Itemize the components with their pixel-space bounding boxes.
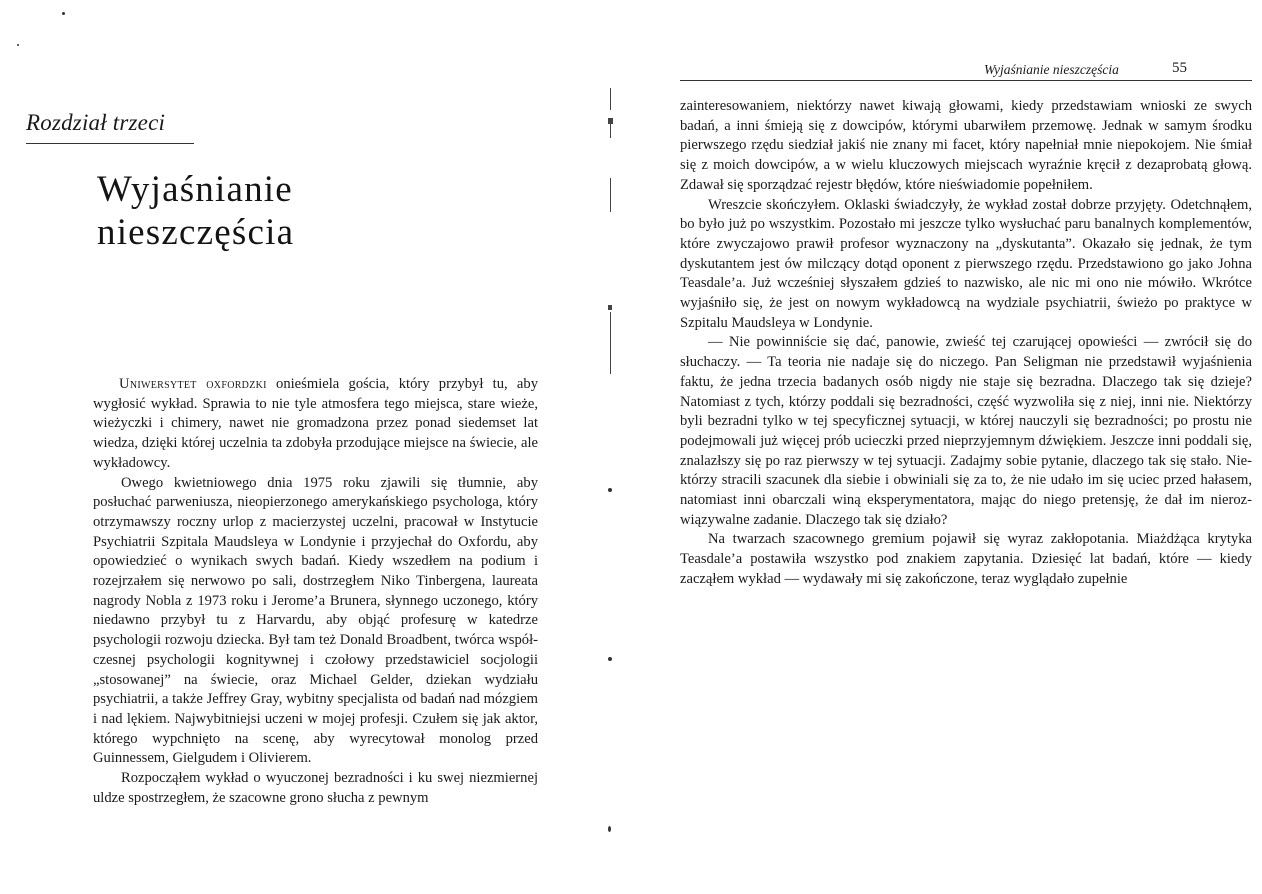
gutter-dot (608, 657, 612, 661)
paragraph: Owego kwietniowego dnia 1975 roku zjawili się tłumnie, aby posłuchać parweniusza, nieopierzonego amerykańskiego psychologa, który otrzymawszy roczny urlop z macierzystej uczelni, pracował w Instytucie Psychiatrii Szpitala Maudsleya w Londynie i przyjechał do Oxfordu, aby opowiedzieć o wynikach swych badań. Kiedy wszedłem na podium i rozejrzałem się nerwowo po sali, dostrzegłem Niko Tinbergena, laureata nagrody Nobla z 1973 roku i Jerome’a Brunera, słynnego uczonego, który niedawno przybył tu z Harvardu, aby objąć profesurę w katedrze psychologii rozwoju dziecka. Był tam też Donald Broadbent, twórca współczesnej psychologii kognitywnej i czołowy przedstawiciel socjologii „stosowanej” na świecie, oraz Michael Gelder, dziekan wydziału psychiatrii, a także Jeffrey Gray, wybitny specjalista od badań nad mózgiem i nad lękiem. Najwybitniejsi uczeni w mojej profesji. Czułem się jak aktor, którego wypchnięto na scenę, aby wyrecytował monolog przed Guinnessem, Gielgudem i Olivierem. (93, 474, 538, 767)
left-page (0, 0, 600, 894)
left-body-text (93, 375, 538, 808)
gutter-dot (608, 826, 611, 832)
chapter-title-line-1: Wyjaśnianie (97, 169, 293, 210)
gutter-dot (608, 488, 612, 492)
paragraph: zainteresowaniem, niektórzy nawet kiwają głowami, kiedy przedstawiam wnioski ze swych badań, a inni śmieją się z dowcipów, którymi ubarwiłem przemowę. Jednak w samym środku pierwszego rzędu siedział jakiś nie znany mi facet, który napełniał mnie niepokojem. Nie śmiał się z moich dowcipów, a w wielu kluczowych miejscach wyraźnie kręcił z dezaprobatą głową. Zdawał się sporządzać rejestr błędów, które nieświadomie popełniłem. (680, 98, 1252, 193)
chapter-rule (26, 143, 194, 144)
scan-speck (17, 44, 19, 46)
scan-speck (62, 12, 65, 15)
paragraph: Wreszcie skończyłem. Oklaski świadczyły, że wykład został dobrze przyjęty. Odetchnąłem, bo było już po wszystkim. Pozostało mi jeszcze tylko wysłuchać paru banalnych komplementów, które zwyczajowo prawił profesor wyznaczony na „dyskutanta”. Okazało się jednak, że tym dyskutantem jest ów milczący dotąd oponent z pierwszego rzędu. Przedstawiono go jako Johna Teasdale’a. Już wcześniej słyszałem gdzieś to nazwisko, ale nic mi ono nie mówiło. Wkrótce wyjaśniło się, że jest on nowym wykładowcą na wydziale psychiatrii, świeżo po praktyce w Szpitalu Maudsleya w Londynie. (680, 196, 1252, 331)
page-number: 55 (1172, 60, 1187, 76)
header-rule (680, 80, 1252, 81)
paragraph (93, 375, 538, 474)
book-gutter (600, 0, 620, 894)
opening-smallcaps: Uniwersytet oxfordzki (119, 376, 267, 392)
gutter-mark (610, 178, 611, 212)
chapter-label: Rozdział trzeci (26, 110, 166, 135)
paragraph-rest: onieśmiela gościa, który przybył tu, aby wygłosić wykład. Sprawia to nie tyle atmosfera tego miejsca, stare wieże, wieżyczki i chimery, nawet nie gromadzona przez ponad siedemset lat wiedza, dzięki której uczelnia ta zdobyła przodujące miejsce na świecie, ale wykładowcy. (93, 376, 538, 471)
chapter-title-line-2: nieszczęścia (97, 212, 295, 253)
gutter-mark (610, 124, 611, 138)
gutter-mark (608, 305, 612, 310)
gutter-mark (610, 312, 611, 374)
running-head: Wyjaśnianie nieszczęścia (984, 62, 1119, 77)
paragraph: Rozpocząłem wykład o wyuczonej bezradności i ku swej niezmiernej uldze spostrzegłem, że szacowne grono słucha z pewnym (93, 770, 538, 806)
paragraph: — Nie powinniście się dać, panowie, zwieść tej czarującej opowieści — zwrócił się do słuchaczy. — Ta teoria nie nadaje się do niczego. Pan Seligman nie przedstawił wyjaśnienia faktu, że jedna trzecia badanych osób nigdy nie staje się bezradna. Dlaczego tak się dzieje? Natomiast z tych, którzy poddali się bezradności, część wyzwoliła się z niej, inni nie. Niektórzy byli bezradni tylko w tej specyficznej sytuacji, w której nauczyli się bezradności; po prostu nie podejmowali już więcej prób ucieczki przed nieprzyjemnym dźwiękiem. Jeszcze inni poddali się, znalazłszy się po raz pierwszy w tej sytuacji. Zadajmy sobie pytanie, dlaczego tak się stało. Niektórzy stracili szacunek dla siebie i obwiniali się za to, że nie udało im się uciec przed hałasem, natomiast inni obarczali winą eksperymentatora, mając do niego pretensję, że dał im nierozwiązywalne zadanie. Dlaczego tak się działo? (680, 334, 1252, 528)
chapter-title (97, 168, 497, 254)
paragraph: Na twarzach szacownego gremium pojawił się wyraz zakłopotania. Miażdżąca krytyka Teasdale’a postawiła wszystko pod znakiem zapytania. Dziesięć lat badań, które — kiedy zacząłem wykład — wydawały mi się zakończone, teraz wyglądało zupełnie (680, 531, 1252, 587)
right-body-text (680, 97, 1252, 590)
right-page (620, 0, 1262, 894)
gutter-mark (610, 88, 611, 110)
